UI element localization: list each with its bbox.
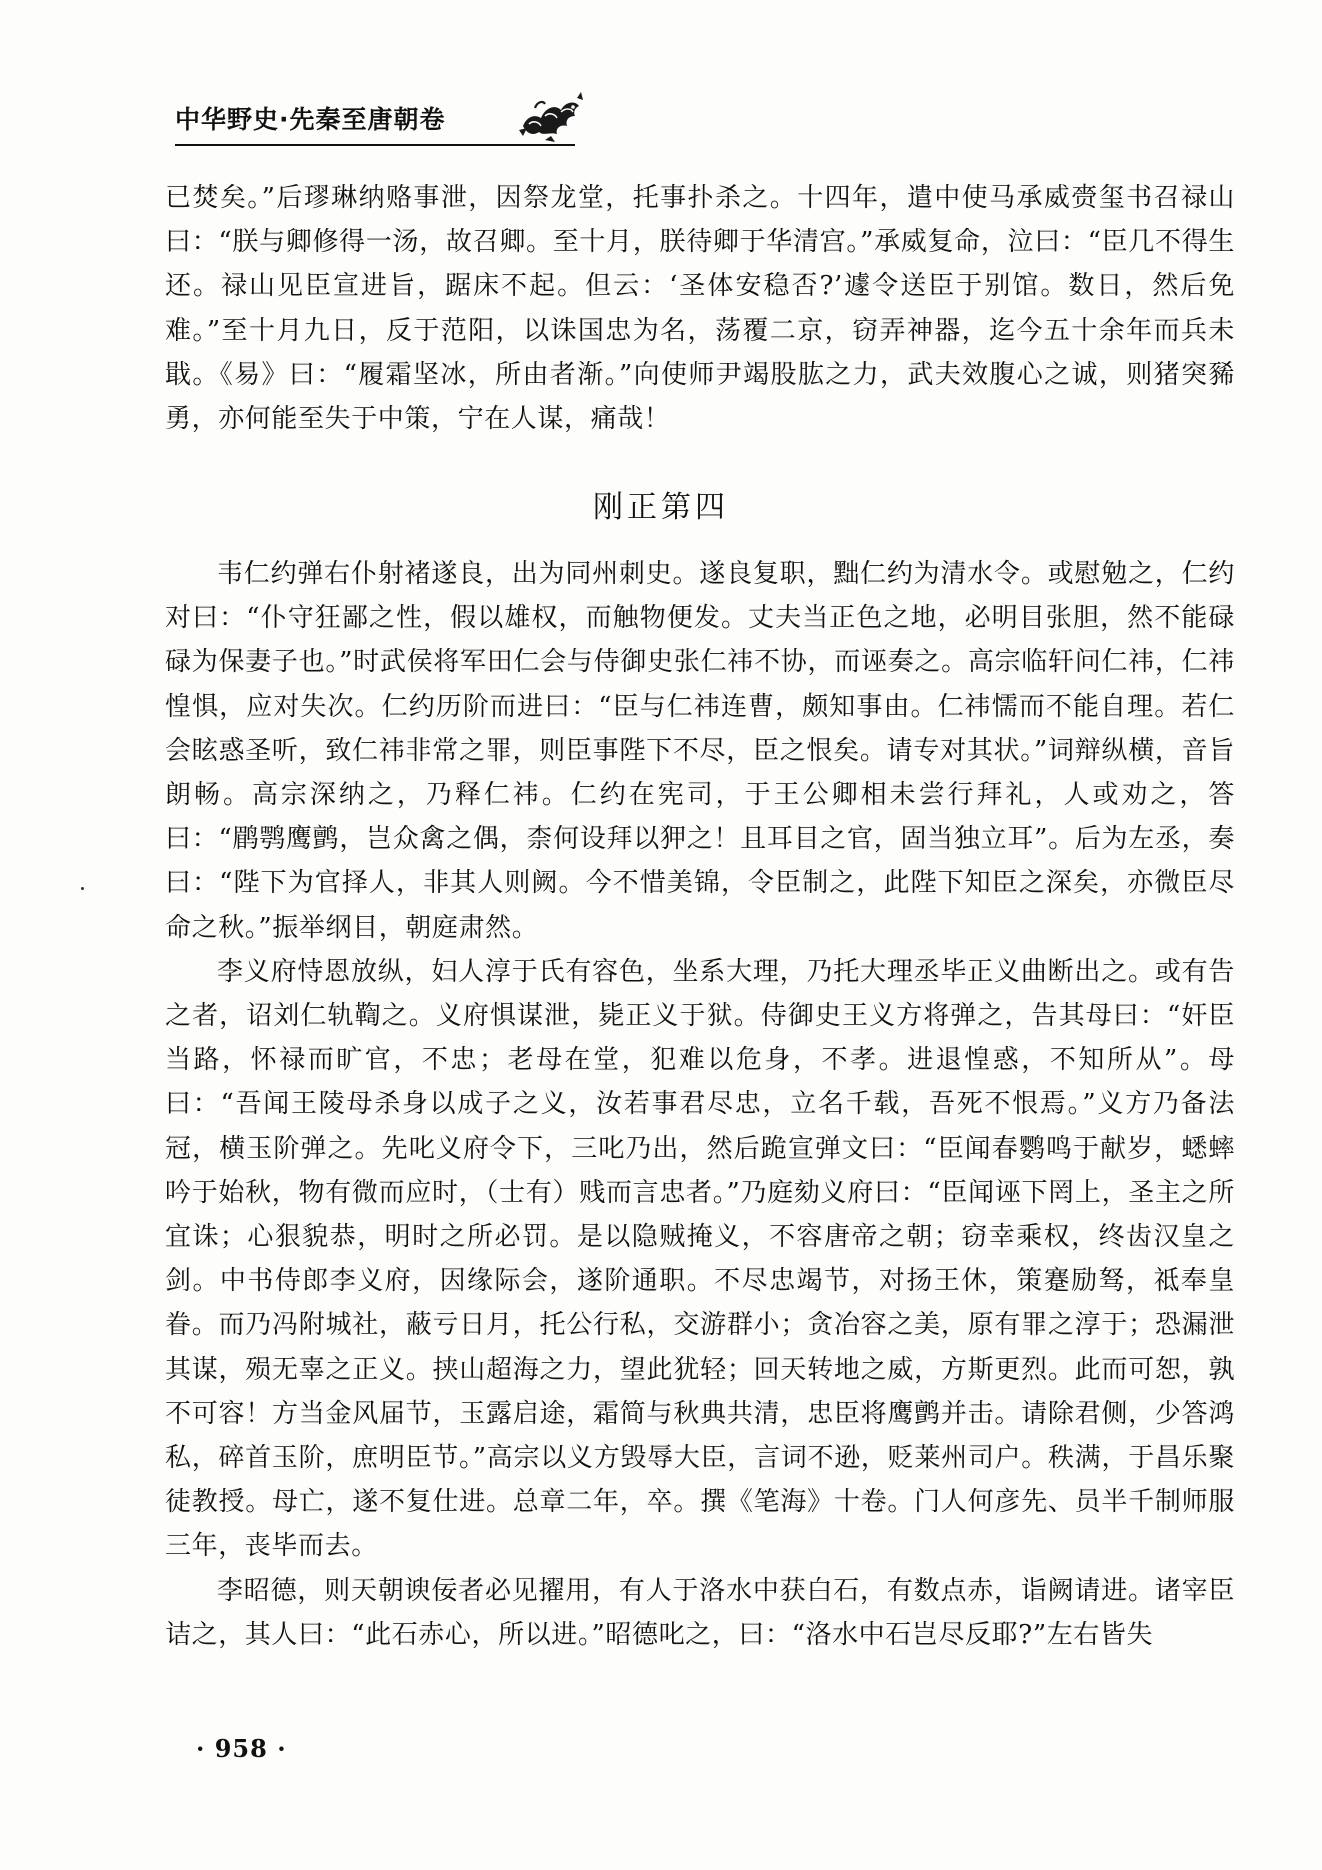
running-head-title: 中华野史·先秦至唐朝卷 <box>175 105 446 134</box>
continued-text <box>165 176 1235 441</box>
section-body <box>165 552 1235 1657</box>
scan-speck <box>81 887 84 890</box>
continued-paragraph: 已焚矣。”后璆琳纳赂事泄，因祭龙堂，托事扑杀之。十四年，遣中使马承威赍玺书召禄山曰：“朕与卿修得一汤，故召卿。至十月，朕待卿于华清宫。”承威复命，泣曰：“臣几不得生还。禄山见臣宣进旨，踞床不起。但云：‘圣体安稳否?’遽令送臣于别馆。数日，然后免难。”至十月九日，反于范阳，以诛国忠为名，荡覆二京，窃弄神器，迄今五十余年而兵未戢。《易》曰：“履霜坚冰，所由者渐。”向使师尹竭股肱之力，武夫效腹心之诚，则猪突豨勇，亦何能至失于中策，宁在人谋，痛哉！ <box>165 183 1235 435</box>
page-number-value: 958 <box>214 1734 268 1763</box>
page-number <box>196 1734 287 1763</box>
dragon-emblem-icon <box>515 86 585 142</box>
folio-dot-left: · <box>196 1734 206 1763</box>
body-paragraph: 李昭德，则天朝谀佞者必见擢用，有人于洛水中获白石，有数点赤，诣阙请进。诸宰臣诘之，其人曰：“此石赤心，所以进。”昭德叱之，曰：“洛水中石岂尽反耶?”左右皆失 <box>165 1575 1235 1650</box>
section-heading: 刚正第四 <box>593 490 729 525</box>
folio-dot-right: · <box>277 1734 287 1763</box>
body-paragraph: 李义府恃恩放纵，妇人淳于氏有容色，坐系大理，乃托大理丞毕正义曲断出之。或有告之者，诏刘仁轨鞫之。义府惧谋泄，毙正义于狱。侍御史王义方将弹之，告其母曰：“奸臣当路，怀禄而旷官，不忠；老母在堂，犯难以危身，不孝。进退惶惑，不知所从”。母曰：“吾闻王陵母杀身以成子之义，汝若事君尽忠，立名千载，吾死不恨焉。”义方乃备法冠，横玉阶弹之。先叱义府令下，三叱乃出，然后跪宣弹文曰：“臣闻春鹦鸣于献岁，蟋蟀吟于始秋，物有微而应时，（士有）贱而言忠者。”乃庭劾义府曰：“臣闻诬下罔上，圣主之所宜诛；心狠貌恭，明时之所必罚。是以隐贼掩义，不容唐帝之朝；窃幸乘权，终齿汉皇之剑。中书侍郎李义府，因缘际会，遂阶通职。不尽忠竭节，对扬王休，策蹇励驽，祗奉皇眷。而乃冯附城社，蔽亏日月，托公行私，交游群小；贪冶容之美，原有罪之淳于；恐漏泄其谋，殒无辜之正义。挟山超海之力，望此犹轻；回天转地之威，方斯更烈。此而可恕，孰不可容！方当金风届节，玉露启途，霜简与秋典共清，忠臣将鹰鹯并击。请除君侧，少答鸿私，碎首玉阶，庶明臣节。”高宗以义方毁辱大臣，言词不逊，贬莱州司户。秩满，于昌乐聚徒教授。母亡，遂不复仕进。总章二年，卒。撰《笔海》十卷。门人何彦先、员半千制师服三年，丧毕而去。 <box>165 956 1235 1562</box>
body-paragraph: 韦仁约弹右仆射褚遂良，出为同州刺史。遂良复职，黜仁约为清水令。或慰勉之，仁约对曰：“仆守狂鄙之性，假以雄权，而触物便发。丈夫当正色之地，必明目张胆，然不能碌碌为保妻子也。”时武侯将军田仁会与侍御史张仁祎不协，而诬奏之。高宗临轩问仁祎，仁祎惶惧，应对失次。仁约历阶而进曰：“臣与仁祎连曹，颇知事由。仁祎懦而不能自理。若仁会眩惑圣听，致仁祎非常之罪，则臣事陛下不尽，臣之恨矣。请专对其状。”词辩纵横，音旨朗畅。高宗深纳之，乃释仁祎。仁约在宪司，于王公卿相未尝行拜礼，人或劝之，答曰：“鹛鹗鹰鹯，岂众禽之偶，柰何设拜以狎之！且耳目之官，固当独立耳”。后为左丞，奏曰：“陛下为官择人，非其人则阙。今不惜美锦，令臣制之，此陛下知臣之深矣，亦微臣尽命之秋。”振举纲目，朝庭肃然。 <box>165 559 1235 943</box>
running-head <box>175 92 585 152</box>
header-rule <box>175 144 575 146</box>
